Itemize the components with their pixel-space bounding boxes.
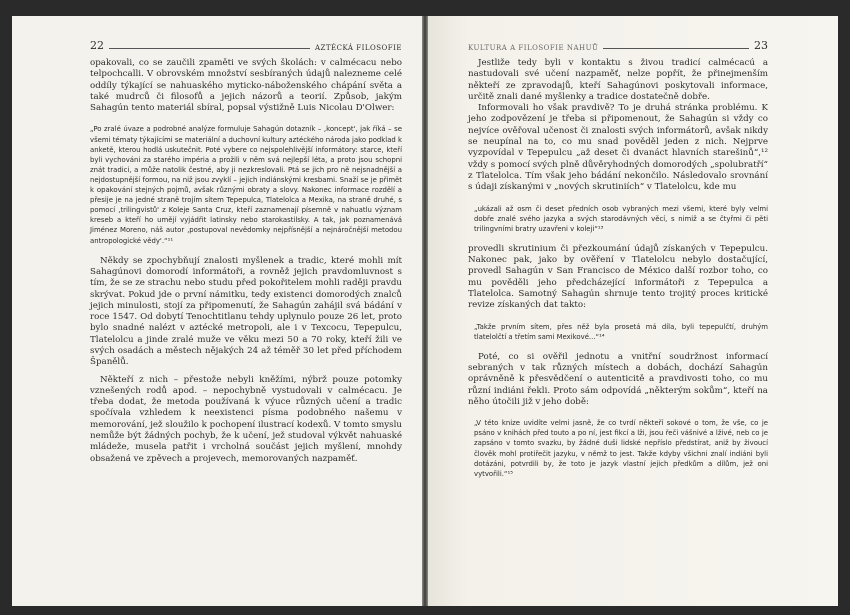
running-title: KULTURA A FILOSOFIE NAHUŮ bbox=[468, 44, 599, 52]
block-quote: „ukázali až osm či deset předních osob vybraných mezi všemi, které byly velmi dobře znalé svého jazyka a svých starodávných věcí, s nimiž a se čtyřmi či pěti trilingvními bratry uzavřeni v koleji“¹³ bbox=[474, 204, 768, 233]
book-spread bbox=[12, 16, 838, 606]
right-page-header bbox=[468, 38, 768, 52]
page-number: 23 bbox=[754, 39, 768, 52]
block-quote: „Takže prvním sítem, přes něž byla prosetá má díla, byli tepepulčtí, druhým tlatelolčtí a třetím sami Mexikové...“¹⁴ bbox=[474, 322, 768, 341]
paragraph: Někdy se zpochybňují znalosti myšlenek a tradic, které mohli mít Sahagúnovi domorodí informátoři, a rovněž jejich pravdomluvnost s tím, že se ze strachu nebo studu před pokořitelem mohli raději pravdu skrývat. Pokud jde o první námitku, tedy existenci domorodých znalců jejich minulosti, stojí za připomenutí, že Sahagún zahájil svá bádání v roce 1547. Od dobytí Tenochtitlanu tehdy uplynulo pouze 26 let, proto bylo snadné nalézt v aztécké metropoli, ale i v Texcocu, Tepepulcu, Tlatelolcu a jinde zralé muže ve věku mezi 50 a 70 roky, kteří žili ve svých osadách a městech nějakých 24 až téměř 30 let před příchodem Španělů. bbox=[90, 255, 402, 368]
block-quote: „Po zralé úvaze a podrobné analýze formuluje Sahagún dotazník – ‚koncept', jak říká – se všemi tématy týkajícími se materiální a duchovní kultury aztéckého národa jako podklad k anketě, kterou hodlá uskutečnit. Poté vybere co nejspolehlivější informátory: starce, kteří byli vychováni za starého impéria a prožili v něm svá nejlepší léta, a proto jsou schopni znát tradici, a může natolik čestné, aby ji nezkreslovali. Ptá se jich pro ně nejsnadnější a nejdostupnější formou, na niž jsou zvyklí – jejich indiánskými kresbami. Snaží se je přimět k opakování stejných pojmů, avšak různými obraty a slovy. Nakonec informace rozdělí a přesije je na jedné straně trojím sítem Tepepulca, Tlatelolca a Mexika, na straně druhé, s pomocí ‚trilingvistů' z Koleje Santa Cruz, kteří zaznamenají písemně v nahuatlu význam kreseb a kteří ho umějí vyjádřit latinsky nebo starokastilsky. A tak, jak poznamenává Jiménez Moreno, náš autor ‚postupoval nevědomky nejpřísnější a nejnáročnější metodou antropologické vědy'.“¹¹ bbox=[90, 125, 402, 245]
running-title: AZTÉCKÁ FILOSOFIE bbox=[314, 44, 402, 52]
left-page bbox=[12, 16, 422, 606]
paragraph: Informovali ho však pravdivě? To je druhá stránka problému. K jeho zodpovězení je třeba si připomenout, že Sahagún si vždy co nejvíce ověřoval učenost či znalosti svých informátorů, avšak nikdy se neupínal na to, co mu snad pověděl jeden z nich. Nejprve vyzpovídal v Tepepulcu „až deset či dvanáct hlavních starešinů“,¹² vždy s pomocí svých plně důvěryhodných domorodých „spolubratří“ z Tlatelolca. Tím však jeho bádání nekončilo. Následovalo srovnání s údaji získanými v „nových skrutiniích“ v Tlatelolcu, kde mu bbox=[468, 103, 768, 193]
left-page-header bbox=[90, 38, 402, 52]
header-rule bbox=[109, 48, 310, 49]
paragraph: provedli skrutinium či přezkoumání údajů získaných v Tepepulcu. Nakonec pak, jako by ověření v Tlatelolcu nebylo dostačující, provedl Sahagún v San Francisco de México další rozbor toho, co mu pověděli jeho předcházející informátoři z Tepepulca a Tlatelolca. Samotný Sahagún shrnuje tento trojitý proces kritické revize získaných dat takto: bbox=[468, 243, 768, 311]
page-number: 22 bbox=[90, 39, 104, 52]
paragraph: Jestliže tedy byli v kontaktu s živou tradicí calmécacú a nastudovali své učení nazpaměť, nelze popřít, že přinejmenším někteří ze zpravodajů, kteří Sahagúnovi poskytovali informace, určitě znali dané myšlenky a tradice dostatečně dobře. bbox=[468, 58, 768, 102]
right-page bbox=[428, 16, 838, 606]
paragraph: Poté, co si ověřil jednotu a vnitřní soudržnost informací sebraných v tak různých místech a dobách, dochází Sahagún oprávněně k přesvědčení o autenticitě a pravdivosti toho, co mu různí indiáni řekli. Proto sám odpovídá „některým sokům“, kteří na něho útočili již v jeho době: bbox=[468, 351, 768, 407]
paragraph: Někteří z nich – přestože nebyli kněžími, nýbrž pouze potomky vznešených rodů apod. – nepochybně vystudovali v calmécacu. Je třeba dodat, že metoda používaná k výuce různých učení a tradic spočívala vzhledem k neexistenci písma podobného našemu v memorování, jež sloužilo k pochopení ilustrací kodexů. V tomto smyslu nemůže být žádných pochyb, že k učení, jež studoval výkvět nahuaské mládeže, musela patřit i vrcholná součást jejich myšlení, mnohdy obsažená ve zpěvech a projevech, memorovaných nazpaměť. bbox=[90, 374, 402, 464]
paragraph: opakovali, co se zaučili zpaměti ve svých školách: v calmécacu nebo telpochcalli. V obrovském množství sesbíraných údajů nalezneme celé oddíly týkající se nahuaského myticko-náboženského chápání světa a také mudrců či filosofů a jejich názorů a teorií. Způsob, jakým Sahagún tento materiál sbíral, popsal výstižně Luis Nicolau D'Olwer: bbox=[90, 58, 402, 114]
header-rule bbox=[603, 48, 749, 49]
block-quote: „V této knize uvidíte velmi jasně, že co tvrdí někteří sokové o tom, že vše, co je psáno v knihách před touto a po ní, jest fikcí a lži, jsou řeči vášnivé a lživé, neb co je zapsáno v tomto svazku, by žádné duši lidské nepříslo předstírat, aniž by živoucí člověk mohl protiřečit jazyku, v němž to jest. Takže kdyby všichni znalí indiáni byli dotázáni, potvrdili by, že toto je jazyk vlastní jejich předkům a dílům, jež oni vytvořili.“¹⁵ bbox=[474, 419, 768, 478]
